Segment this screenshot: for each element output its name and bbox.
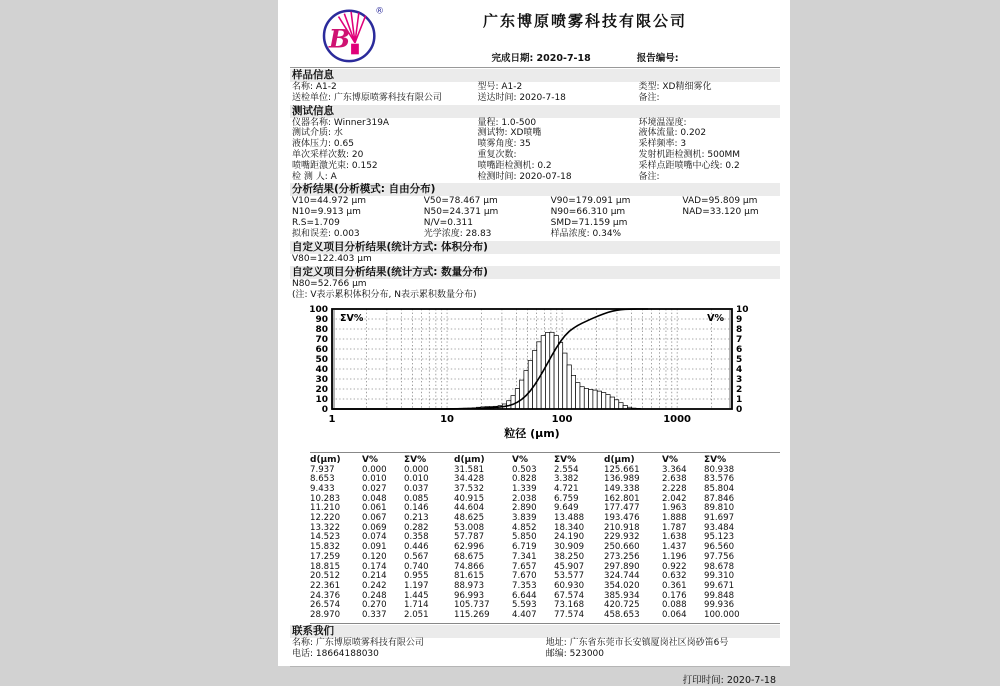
table-cell: 12.220 xyxy=(310,514,362,524)
chart-label: 50 xyxy=(315,355,328,365)
table-cell: 2.042 xyxy=(662,495,704,505)
section-title-test: 测试信息 xyxy=(290,105,780,118)
header-divider xyxy=(290,67,780,68)
table-cell: 53.577 xyxy=(554,572,604,582)
field: N10=9.913 μm xyxy=(292,207,424,218)
table-header-cell: d(μm) xyxy=(454,454,512,466)
field: 邮编: 523000 xyxy=(546,649,780,660)
field: 备注: xyxy=(638,172,780,183)
table-cell: 2.228 xyxy=(662,485,704,495)
table-cell: 4.407 xyxy=(512,611,554,621)
table-cell: 0.922 xyxy=(662,563,704,573)
field: NAD=33.120 μm xyxy=(682,207,780,218)
table-cell: 0.740 xyxy=(404,563,454,573)
table-cell: 0.146 xyxy=(404,504,454,514)
table-cell: 0.282 xyxy=(404,524,454,534)
table-cell: 13.488 xyxy=(554,514,604,524)
table-cell: 1.787 xyxy=(662,524,704,534)
field: 测试物: XD喷嘴 xyxy=(477,128,638,139)
table-cell: 24.190 xyxy=(554,533,604,543)
table-cell: 7.341 xyxy=(512,553,554,563)
table-cell: 96.560 xyxy=(704,543,758,553)
field: N/V=0.311 xyxy=(424,218,551,229)
field: 送达时间: 2020-7-18 xyxy=(477,93,638,104)
table-cell: 2.890 xyxy=(512,504,554,514)
particle-size-chart xyxy=(296,303,780,450)
table-cell: 149.338 xyxy=(604,485,662,495)
table-cell: 125.661 xyxy=(604,466,662,476)
table-cell: 20.512 xyxy=(310,572,362,582)
table-header-cell: V% xyxy=(662,454,704,466)
field xyxy=(682,218,780,229)
field: 单次采样次数: 20 xyxy=(292,150,477,161)
table-cell: 4.721 xyxy=(554,485,604,495)
table-cell: 30.909 xyxy=(554,543,604,553)
table-cell: 0.091 xyxy=(362,543,404,553)
table-cell: 40.915 xyxy=(454,495,512,505)
table-cell: 2.051 xyxy=(404,611,454,621)
table-cell: 0.027 xyxy=(362,485,404,495)
chart-label: 7 xyxy=(736,335,742,345)
chart-label: 1 xyxy=(736,395,742,405)
table-cell: 0.010 xyxy=(404,475,454,485)
table-header-cell: ΣV% xyxy=(554,454,604,466)
chart-label: 10 xyxy=(440,414,454,425)
table-cell: 3.364 xyxy=(662,466,704,476)
field: 测试介质: 水 xyxy=(292,128,477,139)
table-cell: 2.038 xyxy=(512,495,554,505)
table-cell: 1.714 xyxy=(404,601,454,611)
chart-label: 5 xyxy=(736,355,742,365)
table-cell: 324.744 xyxy=(604,572,662,582)
table-cell: 0.503 xyxy=(512,466,554,476)
table-cell: 0.074 xyxy=(362,533,404,543)
table-cell: 74.866 xyxy=(454,563,512,573)
table-cell: 0.064 xyxy=(662,611,704,621)
table-cell: 2.638 xyxy=(662,475,704,485)
field: 喷嘴距激光束: 0.152 xyxy=(292,161,477,172)
table-cell: 18.340 xyxy=(554,524,604,534)
table-cell: 87.846 xyxy=(704,495,758,505)
chart-label: 1000 xyxy=(663,414,691,425)
field: 重复次数: xyxy=(477,150,638,161)
table-cell: 3.382 xyxy=(554,475,604,485)
table-cell: 297.890 xyxy=(604,563,662,573)
table-cell: 7.937 xyxy=(310,466,362,476)
table-cell: 0.176 xyxy=(662,592,704,602)
distribution-note: (注: V表示累积体积分布, N表示累积数量分布) xyxy=(290,290,780,301)
table-cell: 0.010 xyxy=(362,475,404,485)
table-header-cell: ΣV% xyxy=(404,454,454,466)
table-cell: 1.445 xyxy=(404,592,454,602)
table-cell: 177.477 xyxy=(604,504,662,514)
table-cell: 0.088 xyxy=(662,601,704,611)
table-cell: 1.196 xyxy=(662,553,704,563)
field: 发射机距检测机: 500MM xyxy=(638,150,780,161)
field: 液体流量: 0.202 xyxy=(638,128,780,139)
chart-label: 粒径 (μm) xyxy=(504,426,559,440)
chart-label: 20 xyxy=(315,385,328,395)
table-cell: 7.670 xyxy=(512,572,554,582)
table-cell: 0.214 xyxy=(362,572,404,582)
finish-date: 完成日期: 2020-7-18 xyxy=(491,50,590,64)
field: 名称: A1-2 xyxy=(292,82,477,93)
table-cell: 5.593 xyxy=(512,601,554,611)
table-cell: 0.174 xyxy=(362,563,404,573)
table-cell: 136.989 xyxy=(604,475,662,485)
table-cell: 0.828 xyxy=(512,475,554,485)
chart-label: 60 xyxy=(315,345,328,355)
table-cell: 28.970 xyxy=(310,611,362,621)
chart-label: 0 xyxy=(322,405,328,415)
field: 环境温湿度: xyxy=(638,118,780,129)
field: 样品浓度: 0.34% xyxy=(551,229,683,240)
table-cell: 9.649 xyxy=(554,504,604,514)
table-cell: 81.615 xyxy=(454,572,512,582)
table-cell: 4.852 xyxy=(512,524,554,534)
chart-label: 0 xyxy=(736,405,742,415)
table-cell: 73.168 xyxy=(554,601,604,611)
chart-label: 1 xyxy=(329,414,336,425)
table-cell: 98.678 xyxy=(704,563,758,573)
chart-label: 100 xyxy=(309,305,328,315)
chart-label: 6 xyxy=(736,345,742,355)
table-cell: 100.000 xyxy=(704,611,758,621)
table-cell: 6.759 xyxy=(554,495,604,505)
custom-number-value: N80=52.766 μm xyxy=(290,279,780,290)
table-cell: 99.671 xyxy=(704,582,758,592)
table-cell: 1.888 xyxy=(662,514,704,524)
table-cell: 34.428 xyxy=(454,475,512,485)
table-cell: 57.787 xyxy=(454,533,512,543)
table-cell: 22.361 xyxy=(310,582,362,592)
chart-label: 3 xyxy=(736,375,742,385)
report-header xyxy=(290,4,780,64)
chart-label: 8 xyxy=(736,325,742,335)
table-cell: 0.067 xyxy=(362,514,404,524)
field: SMD=71.159 μm xyxy=(551,218,683,229)
company-name: 广东博原喷雾科技有限公司 xyxy=(390,10,780,31)
table-cell: 0.361 xyxy=(662,582,704,592)
distribution-table xyxy=(310,452,780,624)
chart-label: 2 xyxy=(736,385,742,395)
table-cell: 0.955 xyxy=(404,572,454,582)
field xyxy=(682,229,780,240)
table-cell: 1.437 xyxy=(662,543,704,553)
field: 拟和误差: 0.003 xyxy=(292,229,424,240)
chart-label: 100 xyxy=(552,414,573,425)
field: V90=179.091 μm xyxy=(551,196,683,207)
table-header-cell: V% xyxy=(512,454,554,466)
table-cell: 0.000 xyxy=(404,466,454,476)
chart-label: ΣV% xyxy=(340,313,364,324)
table-cell: 0.248 xyxy=(362,592,404,602)
table-cell: 68.675 xyxy=(454,553,512,563)
table-header-cell: ΣV% xyxy=(704,454,758,466)
table-cell: 11.210 xyxy=(310,504,362,514)
section-title-custom-number: 自定义项目分析结果(统计方式: 数量分布) xyxy=(290,266,780,279)
field: 名称: 广东博原喷雾科技有限公司 xyxy=(292,638,546,649)
print-time: 打印时间: 2020-7-18 xyxy=(290,666,780,686)
table-cell: 99.936 xyxy=(704,601,758,611)
field: 送检单位: 广东博原喷雾科技有限公司 xyxy=(292,93,477,104)
table-cell: 85.804 xyxy=(704,485,758,495)
table-cell: 97.756 xyxy=(704,553,758,563)
table-cell: 0.061 xyxy=(362,504,404,514)
custom-volume-value: V80=122.403 μm xyxy=(290,254,780,265)
table-cell: 229.932 xyxy=(604,533,662,543)
table-cell: 45.907 xyxy=(554,563,604,573)
field: 采样点距喷嘴中心线: 0.2 xyxy=(638,161,780,172)
table-cell: 1.638 xyxy=(662,533,704,543)
section-title-custom-volume: 自定义项目分析结果(统计方式: 体积分布) xyxy=(290,241,780,254)
table-cell: 77.574 xyxy=(554,611,604,621)
table-cell: 162.801 xyxy=(604,495,662,505)
field: N90=66.310 μm xyxy=(551,207,683,218)
table-cell: 99.310 xyxy=(704,572,758,582)
table-cell: 38.250 xyxy=(554,553,604,563)
field: 液体压力: 0.65 xyxy=(292,139,477,150)
logo-letter: B xyxy=(328,24,350,54)
chart-label: 90 xyxy=(315,315,328,325)
field: 采样频率: 3 xyxy=(638,139,780,150)
table-cell: 48.625 xyxy=(454,514,512,524)
field: VAD=95.809 μm xyxy=(682,196,780,207)
field: 喷嘴距检测机: 0.2 xyxy=(477,161,638,172)
table-cell: 62.996 xyxy=(454,543,512,553)
chart-label: 70 xyxy=(315,335,328,345)
table-cell: 0.632 xyxy=(662,572,704,582)
table-cell: 44.604 xyxy=(454,504,512,514)
table-cell: 0.037 xyxy=(404,485,454,495)
contact-grid xyxy=(290,638,780,660)
field: 备注: xyxy=(638,93,780,104)
table-cell: 14.523 xyxy=(310,533,362,543)
table-cell: 385.934 xyxy=(604,592,662,602)
table-cell: 13.322 xyxy=(310,524,362,534)
field: N50=24.371 μm xyxy=(424,207,551,218)
table-cell: 10.283 xyxy=(310,495,362,505)
table-cell: 8.653 xyxy=(310,475,362,485)
table-cell: 67.574 xyxy=(554,592,604,602)
chart-label: 10 xyxy=(315,395,328,405)
table-cell: 17.259 xyxy=(310,553,362,563)
table-cell: 60.930 xyxy=(554,582,604,592)
table-cell: 115.269 xyxy=(454,611,512,621)
table-cell: 0.000 xyxy=(362,466,404,476)
table-cell: 0.120 xyxy=(362,553,404,563)
table-cell: 0.446 xyxy=(404,543,454,553)
field: R.S=1.709 xyxy=(292,218,424,229)
registered-mark: ® xyxy=(375,7,384,17)
table-cell: 6.644 xyxy=(512,592,554,602)
table-cell: 2.554 xyxy=(554,466,604,476)
table-cell: 53.008 xyxy=(454,524,512,534)
table-header-cell: V% xyxy=(362,454,404,466)
table-cell: 0.085 xyxy=(404,495,454,505)
table-cell: 37.532 xyxy=(454,485,512,495)
table-cell: 458.653 xyxy=(604,611,662,621)
field: V10=44.972 μm xyxy=(292,196,424,207)
table-cell: 7.657 xyxy=(512,563,554,573)
section-title-sample: 样品信息 xyxy=(290,69,780,82)
table-cell: 354.020 xyxy=(604,582,662,592)
report-page xyxy=(278,0,790,666)
field: V50=78.467 μm xyxy=(424,196,551,207)
table-cell: 91.697 xyxy=(704,514,758,524)
table-cell: 0.567 xyxy=(404,553,454,563)
chart-label: 80 xyxy=(315,325,328,335)
table-cell: 9.433 xyxy=(310,485,362,495)
chart-label: 10 xyxy=(736,305,749,315)
field: 电话: 18664188030 xyxy=(292,649,546,660)
table-cell: 0.337 xyxy=(362,611,404,621)
table-cell: 7.353 xyxy=(512,582,554,592)
table-cell: 420.725 xyxy=(604,601,662,611)
table-header-cell: d(μm) xyxy=(604,454,662,466)
table-cell: 99.848 xyxy=(704,592,758,602)
table-cell: 93.484 xyxy=(704,524,758,534)
table-cell: 6.719 xyxy=(512,543,554,553)
table-cell: 88.973 xyxy=(454,582,512,592)
field: 检 测 人: A xyxy=(292,172,477,183)
table-cell: 89.810 xyxy=(704,504,758,514)
field: 检测时间: 2020-07-18 xyxy=(477,172,638,183)
table-cell: 105.737 xyxy=(454,601,512,611)
table-cell: 1.197 xyxy=(404,582,454,592)
table-cell: 273.256 xyxy=(604,553,662,563)
analysis-results-grid xyxy=(290,196,780,239)
table-cell: 15.832 xyxy=(310,543,362,553)
chart-label: V% xyxy=(707,313,724,324)
table-header-cell: d(μm) xyxy=(310,454,362,466)
table-cell: 1.339 xyxy=(512,485,554,495)
field: 地址: 广东省东莞市长安镇厦岗社区岗砂笛6号 xyxy=(546,638,780,649)
table-cell: 0.358 xyxy=(404,533,454,543)
table-cell: 18.815 xyxy=(310,563,362,573)
table-cell: 250.660 xyxy=(604,543,662,553)
table-cell: 193.476 xyxy=(604,514,662,524)
chart-label: 40 xyxy=(315,365,328,375)
table-cell: 0.242 xyxy=(362,582,404,592)
field: 喷雾角度: 35 xyxy=(477,139,638,150)
section-title-contact: 联系我们 xyxy=(290,625,780,638)
table-cell: 26.574 xyxy=(310,601,362,611)
field: 类型: XD精细雾化 xyxy=(638,82,780,93)
test-info-grid xyxy=(290,118,780,183)
table-cell: 0.069 xyxy=(362,524,404,534)
report-number: 报告编号: xyxy=(637,50,679,64)
table-cell: 5.850 xyxy=(512,533,554,543)
table-cell: 0.048 xyxy=(362,495,404,505)
table-cell: 95.123 xyxy=(704,533,758,543)
table-cell: 210.918 xyxy=(604,524,662,534)
table-cell: 0.270 xyxy=(362,601,404,611)
chart-label: 4 xyxy=(736,365,742,375)
table-cell: 83.576 xyxy=(704,475,758,485)
table-cell: 1.963 xyxy=(662,504,704,514)
sample-info-grid xyxy=(290,82,780,104)
field: 型号: A1-2 xyxy=(477,82,638,93)
chart-svg xyxy=(296,303,774,447)
chart-label: 9 xyxy=(736,315,742,325)
table-cell: 31.581 xyxy=(454,466,512,476)
table-cell: 3.839 xyxy=(512,514,554,524)
field: 仪器名称: Winner319A xyxy=(292,118,477,129)
company-logo xyxy=(318,4,390,64)
table-cell: 96.993 xyxy=(454,592,512,602)
field: 光学浓度: 28.83 xyxy=(424,229,551,240)
field: 量程: 1.0-500 xyxy=(477,118,638,129)
chart-label: 30 xyxy=(315,375,328,385)
table-cell: 24.376 xyxy=(310,592,362,602)
section-title-analysis: 分析结果(分析模式: 自由分布) xyxy=(290,183,780,196)
table-cell: 80.938 xyxy=(704,466,758,476)
table-cell: 0.213 xyxy=(404,514,454,524)
